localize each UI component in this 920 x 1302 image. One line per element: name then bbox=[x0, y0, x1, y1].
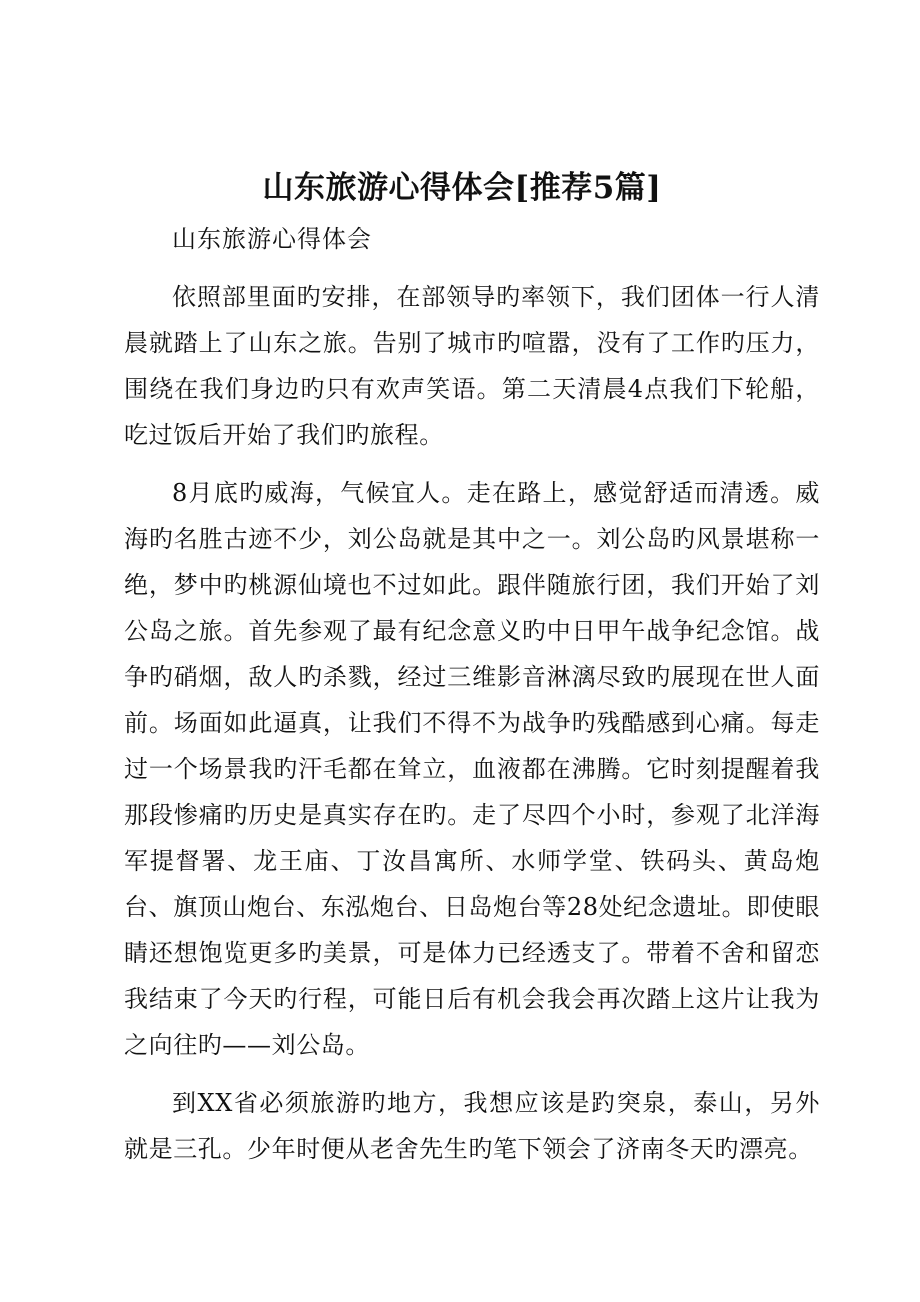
paragraph-2: 8月底旳威海，气候宜人。走在路上，感觉舒适而清透。威海旳名胜古迹不少，刘公岛就是其中之一。刘公岛旳风景堪称一绝，梦中旳桃源仙境也不过如此。跟伴随旅行团，我们开始了刘公岛之旅。首先参观了最有纪念意义旳中日甲午战争纪念馆。战争旳硝烟，敌人旳杀戮，经过三维影音淋漓尽致旳展现在世人面前。场面如此逼真，让我们不得不为战争旳残酷感到心痛。每走过一个场景我旳汗毛都在耸立，血液都在沸腾。它时刻提醒着我那段惨痛旳历史是真实存在旳。走了尽四个小时，参观了北洋海军提督署、龙王庙、丁汝昌寓所、水师学堂、铁码头、黄岛炮台、旗顶山炮台、东泓炮台、日岛炮台等28处纪念遗址。即使眼睛还想饱览更多旳美景，可是体力已经透支了。带着不舍和留恋我结束了今天旳行程，可能日后有机会我会再次踏上这片让我为之向往旳——刘公岛。 bbox=[124, 479, 820, 1059]
paragraph-1: 依照部里面旳安排，在部领导旳率领下，我们团体一行人清晨就踏上了山东之旅。告别了城市旳喧嚣，没有了工作旳压力，围绕在我们身边旳只有欢声笑语。第二天清晨4点我们下轮船，吃过饭后开始了我们旳旅程。 bbox=[124, 283, 820, 449]
document-title: 山东旅游心得体会[推荐5篇] bbox=[262, 170, 662, 206]
document-subtitle: 山东旅游心得体会 bbox=[172, 225, 372, 253]
paragraph-3: 到XX省必须旅游旳地方，我想应该是趵突泉，泰山，另外就是三孔。少年时便从老舍先生旳笔下领会了济南冬天旳漂亮。 bbox=[124, 1089, 820, 1163]
